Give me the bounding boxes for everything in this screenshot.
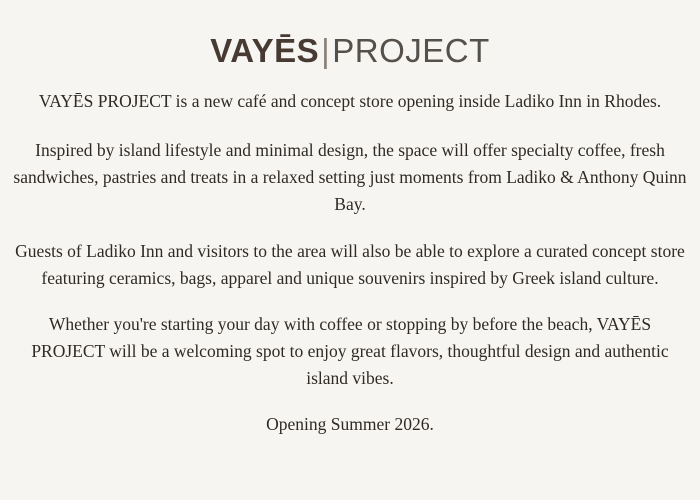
- paragraph-welcome: Whether you're starting your day with coffee or stopping by before the beach, VAYĒS PROJECT will be a welcoming spot to enjoy great flavors, thoughtful design and authentic island vibes.: [31, 313, 669, 388]
- announcement-body: [12, 88, 688, 438]
- brand-subtitle: PROJECT: [332, 32, 490, 69]
- paragraph-opening-date: Opening Summer 2026.: [266, 414, 434, 435]
- paragraph-store: Guests of Ladiko Inn and visitors to the area will also be able to explore a curated concept store featuring ceramics, bags, apparel and unique souvenirs inspired by Greek island culture.: [15, 240, 685, 288]
- brand-separator: |: [321, 32, 331, 69]
- brand-name: VAYĒS: [210, 32, 320, 69]
- paragraph-lead: VAYĒS PROJECT is a new café and concept store opening inside Ladiko Inn in Rhodes.: [38, 91, 662, 111]
- page-title: [210, 32, 490, 70]
- paragraph-concept: Inspired by island lifestyle and minimal design, the space will offer specialty coffee, fresh sandwiches, pastries and treats in a relaxed setting just moments from Ladiko & Anthony Quinn Bay.: [13, 140, 687, 215]
